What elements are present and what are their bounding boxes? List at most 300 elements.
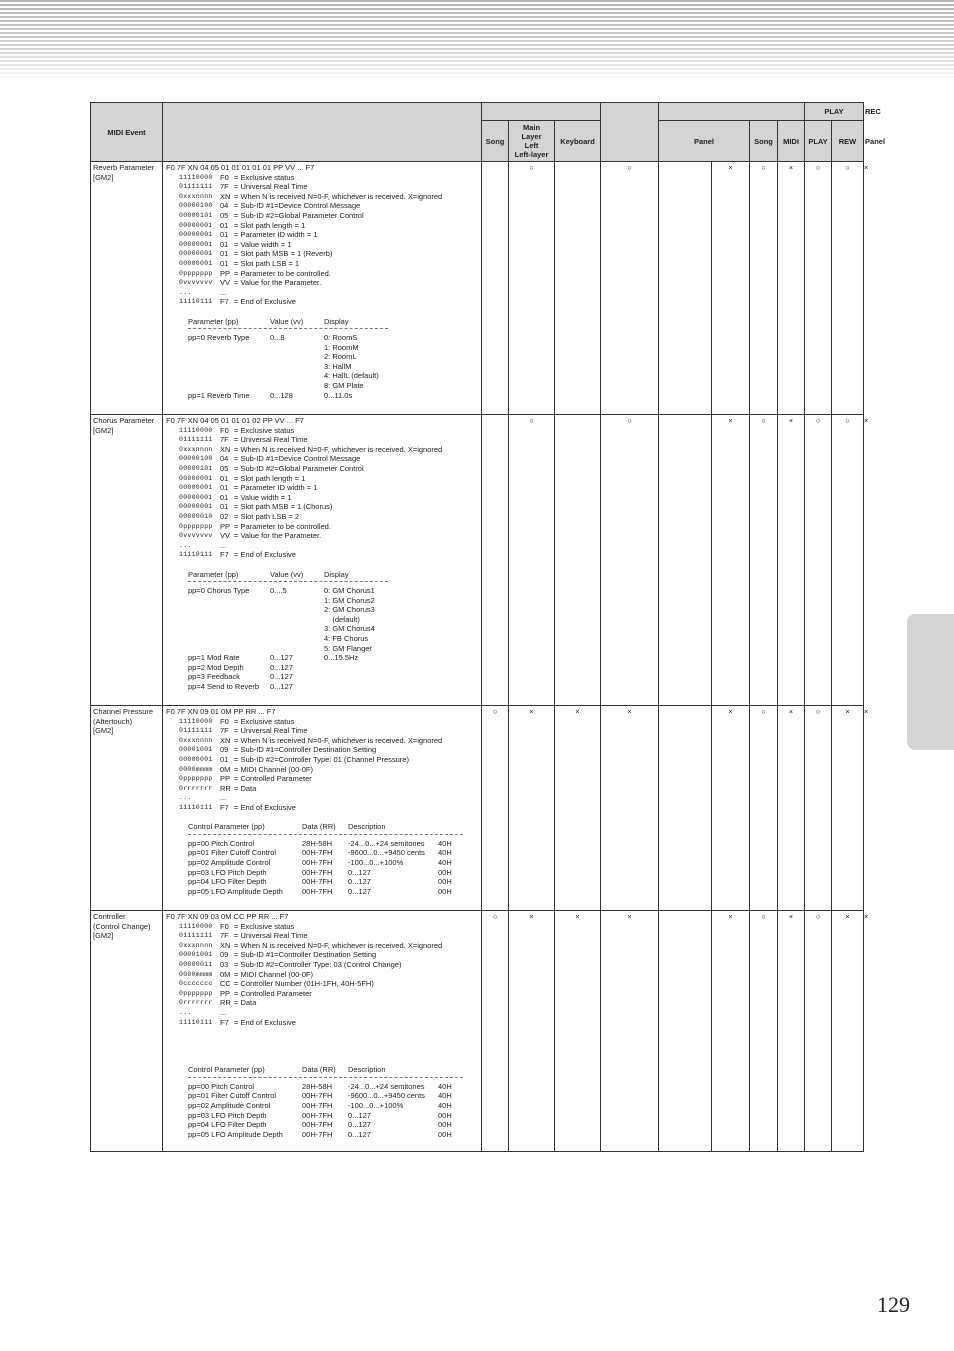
parameter-header-cell: Parameter (pp) bbox=[188, 569, 239, 579]
byte-binary: 0vvvvvvv bbox=[179, 279, 213, 287]
parameter-cell: 00H-7FH bbox=[302, 1129, 333, 1139]
byte-code: 01 bbox=[220, 230, 229, 240]
parameter-row bbox=[188, 839, 478, 849]
parameter-cell: 3: GM Chorus4 bbox=[324, 624, 375, 634]
parameter-cell: 1: RoomM bbox=[324, 342, 359, 352]
parameter-table bbox=[188, 317, 478, 401]
mark-play: ○ bbox=[805, 162, 832, 415]
parameter-header-cell: Description bbox=[348, 822, 386, 832]
parameter-row bbox=[188, 391, 478, 401]
byte-code: 0M bbox=[220, 969, 231, 979]
parameter-cell: 2: RoomL bbox=[324, 352, 357, 362]
byte-description: = End of Exclusive bbox=[234, 297, 296, 307]
byte-code: 01 bbox=[220, 483, 229, 493]
parameter-header-cell: Display bbox=[324, 316, 349, 326]
byte-row bbox=[166, 979, 478, 989]
byte-row bbox=[166, 998, 478, 1008]
parameter-cell: 0...127 bbox=[270, 653, 293, 663]
mark-col-4: × bbox=[601, 706, 659, 911]
mark-main-layer-left: ○ bbox=[509, 162, 555, 415]
midi-implementation-table: MIDI Event PLAY REC Song Main Layer Left Left-layer Keyboard Panel Song MIDI PLAY REW Panel Reverb Parameter [GM2] F0 7F XN 04 05 01 01 01 01 01 PP VV ... F7 11110000 F0 = Exclusive status 01111111 7F = Universal Real Time 0xxxnnnn XN = When N is received N=0-F, whichever is received. X=ignored 00000100 04 = Sub-ID #1=Device Control Message 00000101 05 = Sub-ID #2=Global Parameter Control 00000001 01 = Slot path length = 1 00000001 01 = Parameter ID width = 1 00000001 01 = Value width = 1 00000001 01 = Slot path MSB = 1 (Reverb) 00000001 01 = Slot path LSB = 1 0ppppppp PP = Parameter to be controlled. 0vvvvvvv VV = Value for the Parameter. ... ... 11110111 F7 = End of Exclusive Parameter (pp) Value (vv) Display pp=0 Reverb Type 0...8 0: RoomS 1: RoomM 2: RoomL 3: HallM 4: HallL (default) 8: GM Plate pp=1 Reverb Time 0...128 0...11.0s ○ ○ × ○ × ○ ○ × Chorus Parameter [GM2] F0 7F XN 04 05 01 01 01 02 PP VV ... F7 11110000 F0 = Exclusive status 01111111 7F = Universal Real Time 0xxxnnnn XN = When N is received N=0-F, whichever is received. X=ignored 00000100 04 = Sub-ID #1=Device Control Message 00000101 05 = Sub-ID #2=Global Parameter Control 00000001 01 = Slot path length = 1 00000001 01 = Parameter ID width = 1 00000001 01 = Value width = 1 00000001 01 = Slot path MSB = 1 (Chorus) 00000010 02 = Slot path LSB = 2 0ppppppp PP = Parameter to be controlled. 0vvvvvvv VV = Value for the Parameter. ... ... 11110111 F7 = End of Exclusive Parameter (pp) Value (vv) Display pp=0 Chorus Type 0....5 0: GM Chorus1 1: GM Chorus2 2: GM Chorus3 (default) 3: GM Chorus4 4: FB Chorus 5: GM Flanger pp=1 Mod Rate 0...127 0...15.5Hz pp=2 Mod Depth 0...127 pp=3 Feedback 0...127 pp=4 Send to Reverb 0...127 ○ ○ × ○ × ○ ○ × Channel Pressure (Aftertouch) [GM2] F0 7F XN 09 01 0M PP RR ... F7 11110000 F0 = Exclusive status 01111111 7F = Universal Real Time 0xxxnnnn XN = When N is received N=0-F, whichever is received. X=ignored 00001001 09 = Sub-ID #1=Controller Destination Setting 00000001 01 = Sub-ID #2=Controller Type: 01 (Channel Pressure) 0000mmmm 0M = MIDI Channel (00-0F) 0ppppppp PP = Controlled Parameter 0rrrrrrr RR = Data ... ... 11110111 F7 = End of Exclusive Control Parameter (pp) Data (RR) Description pp=00 Pitch Control 28H-58H -24...0...+24 semitones 40H pp=01 Filter Cutoff Control 00H-7FH -9600...0...+9450 cents 40H pp=02 Amplitude Control 00H-7FH -100...0...+100% 40H pp=03 LFO Pitch Depth 00H-7FH 0...127 00H pp=04 LFO Filter Depth 00H-7FH 0...127 00H pp=05 LFO Amplitude Depth 00H-7FH 0...127 00H ○ × × × × ○ × ○ × × Controller (Control Change) [GM2] F0 7F XN 09 03 0M CC PP RR ... F7 11110000 F0 = Exclusive status 01111111 7F = Universal Real Time 0xxxnnnn XN = When N is received N=0-F, whichever is received. X=ignored 00001001 09 = Sub-ID #1=Controller Destination Setting 00000011 03 = Sub-ID #2=Controller Type: 03 (Control Change) 0000mmmm 0M = MIDI Channel (00-0F) 0ccccccc CC = Controller Number (01H-1FH, 40H-5FH) 0ppppppp PP = Controlled Parameter 0rrrrrrr RR = Data ... ... 11110111 F7 = End of Exclusive Control Parameter (pp) Data (RR) Description pp=00 Pitch Control 28H-58H -24...0...+24 semitones 40H pp=01 Filter Cutoff Control 00H-7FH -9600...0...+9450 cents 40H pp=02 Amplitude Control 00H-7FH -100...0...+100% 40H pp=03 LFO Pitch Depth 00H-7FH 0...127 00H pp=04 LFO Filter Depth 00H-7FH 0...127 00H pp=05 LFO Amplitude Depth 00H-7FH 0...127 00H ○ × × × × ○ × ○ × × bbox=[90, 102, 864, 1152]
byte-code: XN bbox=[220, 191, 231, 201]
parameter-header-cell: Parameter (pp) bbox=[188, 316, 239, 326]
byte-binary: 0000mmmm bbox=[179, 970, 213, 978]
parameter-cell: 00H bbox=[438, 877, 452, 887]
mark-keyboard: × bbox=[555, 706, 601, 911]
mark-song: ○ bbox=[482, 706, 509, 911]
parameter-cell bbox=[270, 371, 324, 381]
parameter-cell: 0...15.5Hz bbox=[324, 653, 359, 663]
byte-code: PP bbox=[220, 774, 231, 784]
sysex-message-cell bbox=[163, 911, 482, 1152]
byte-description bbox=[234, 288, 478, 298]
byte-binary: 00000100 bbox=[179, 455, 213, 463]
parameter-row bbox=[188, 634, 478, 644]
parameter-table bbox=[188, 1065, 478, 1139]
byte-code: 01 bbox=[220, 249, 229, 259]
byte-binary: 00000101 bbox=[179, 464, 213, 472]
sysex-message: F0 7F XN 04 05 01 01 01 01 01 PP VV ... F7 bbox=[166, 163, 315, 172]
mark-panel-b: × bbox=[712, 415, 750, 706]
parameter-cell: 00H-7FH bbox=[302, 867, 333, 877]
byte-row bbox=[166, 784, 478, 794]
parameter-cell bbox=[270, 634, 324, 644]
byte-code: PP bbox=[220, 268, 231, 278]
header-system-exclusive bbox=[163, 103, 482, 162]
byte-description: = Universal Real Time bbox=[234, 435, 308, 445]
parameter-cell: 00H-7FH bbox=[302, 877, 333, 887]
byte-binary: 00000001 bbox=[179, 250, 213, 258]
byte-row bbox=[166, 541, 478, 551]
parameter-row bbox=[188, 596, 478, 606]
parameter-cell: 00H-7FH bbox=[302, 857, 333, 867]
byte-code: 01 bbox=[220, 492, 229, 502]
parameter-cell: 00H bbox=[438, 1110, 452, 1120]
parameter-cell: 00H-7FH bbox=[302, 886, 333, 896]
parameter-cell: 40H bbox=[438, 1081, 452, 1091]
byte-row bbox=[166, 493, 478, 503]
parameter-row bbox=[188, 381, 478, 391]
parameter-cell: pp=05 LFO Amplitude Depth bbox=[188, 886, 283, 896]
byte-code: RR bbox=[220, 998, 231, 1008]
parameter-cell: 0...127 bbox=[270, 662, 293, 672]
byte-code: 05 bbox=[220, 210, 229, 220]
byte-binary: 01111111 bbox=[179, 183, 213, 191]
byte-description: = End of Exclusive bbox=[234, 1017, 296, 1027]
parameter-row bbox=[188, 1130, 478, 1140]
byte-binary: 11110000 bbox=[179, 173, 213, 181]
parameter-header-cell: Description bbox=[348, 1065, 386, 1075]
parameter-cell: 0: RoomS bbox=[324, 333, 358, 343]
parameter-cell: 40H bbox=[438, 857, 452, 867]
byte-code: ... bbox=[220, 793, 227, 803]
byte-binary: 00000001 bbox=[179, 231, 213, 239]
header-panel: Panel bbox=[659, 121, 750, 162]
byte-code: 01 bbox=[220, 754, 229, 764]
byte-binary: 0rrrrrrr bbox=[179, 784, 213, 792]
byte-binary: 0xxxnnnn bbox=[179, 941, 213, 949]
byte-row bbox=[166, 970, 478, 980]
parameter-cell: (default) bbox=[324, 614, 360, 624]
byte-code: XN bbox=[220, 940, 231, 950]
byte-description: = Universal Real Time bbox=[234, 726, 308, 736]
parameter-cell: pp=00 Pitch Control bbox=[188, 1081, 255, 1091]
header-song: Song bbox=[482, 121, 509, 162]
byte-row bbox=[166, 1008, 478, 1018]
byte-binary: 0ccccccc bbox=[179, 980, 213, 988]
parameter-cell: 00H bbox=[438, 886, 452, 896]
byte-row bbox=[166, 1018, 478, 1028]
byte-row bbox=[166, 483, 478, 493]
header-fade bbox=[0, 0, 954, 80]
byte-code: 09 bbox=[220, 745, 229, 755]
byte-row bbox=[166, 454, 478, 464]
byte-code: 01 bbox=[220, 502, 229, 512]
parameter-cell: pp=03 LFO Pitch Depth bbox=[188, 867, 267, 877]
parameter-cell: pp=01 Filter Cutoff Control bbox=[188, 848, 277, 858]
byte-description bbox=[234, 1008, 478, 1018]
byte-binary: 01111111 bbox=[179, 932, 213, 940]
mark-song-2: ○ bbox=[750, 415, 778, 706]
byte-row bbox=[166, 464, 478, 474]
parameter-cell bbox=[188, 644, 270, 654]
byte-row bbox=[166, 941, 478, 951]
byte-binary: 11110111 bbox=[179, 551, 213, 559]
parameter-cell: 00H-7FH bbox=[302, 1091, 333, 1101]
parameter-cell bbox=[270, 362, 324, 372]
byte-row bbox=[166, 249, 478, 259]
parameter-header-cell: Data (RR) bbox=[302, 1065, 336, 1075]
parameter-cell: 3: HallM bbox=[324, 361, 352, 371]
byte-code: RR bbox=[220, 783, 231, 793]
byte-binary: ... bbox=[179, 1008, 192, 1016]
mark-midi: × bbox=[778, 162, 805, 415]
parameter-header bbox=[188, 1065, 478, 1075]
byte-row bbox=[166, 922, 478, 932]
byte-binary: 0xxxnnnn bbox=[179, 445, 213, 453]
byte-row bbox=[166, 950, 478, 960]
parameter-cell bbox=[188, 615, 270, 625]
byte-binary: 0xxxnnnn bbox=[179, 192, 213, 200]
byte-description: = Exclusive status bbox=[234, 425, 295, 435]
byte-code: 0M bbox=[220, 764, 231, 774]
byte-row bbox=[166, 173, 478, 183]
byte-code: 04 bbox=[220, 454, 229, 464]
parameter-cell: 00H bbox=[438, 867, 452, 877]
mark-panel-a bbox=[659, 706, 712, 911]
parameter-row bbox=[188, 653, 478, 663]
byte-row bbox=[166, 512, 478, 522]
byte-description: = Sub-ID #1=Device Control Message bbox=[234, 201, 361, 211]
byte-code: ... bbox=[220, 287, 227, 297]
byte-binary: 00001001 bbox=[179, 951, 213, 959]
byte-code: F0 bbox=[220, 716, 229, 726]
byte-description: = Parameter ID width = 1 bbox=[234, 483, 318, 493]
parameter-cell bbox=[188, 343, 270, 353]
sysex-message: F0 7F XN 09 03 0M CC PP RR ... F7 bbox=[166, 912, 289, 921]
parameter-cell: 00H bbox=[438, 1129, 452, 1139]
byte-description: = When N is received N=0-F, whichever is received. X=ignored bbox=[234, 444, 443, 454]
parameter-cell: -9600...0...+9450 cents bbox=[348, 848, 425, 858]
byte-row bbox=[166, 803, 478, 813]
byte-binary: 0ppppppp bbox=[179, 775, 213, 783]
mark-rew: × bbox=[832, 911, 864, 1152]
parameter-cell bbox=[270, 596, 324, 606]
byte-row bbox=[166, 502, 478, 512]
header-group-2 bbox=[659, 103, 805, 121]
mark-song: ○ bbox=[482, 911, 509, 1152]
header-song-2: Song bbox=[750, 121, 778, 162]
byte-row bbox=[166, 192, 478, 202]
mark-main-layer-left: ○ bbox=[509, 415, 555, 706]
parameter-cell: pp=2 Mod Depth bbox=[188, 662, 244, 672]
byte-code: 03 bbox=[220, 959, 229, 969]
mark-panel-b: × bbox=[712, 162, 750, 415]
byte-code: 02 bbox=[220, 511, 229, 521]
table-row: Reverb Parameter [GM2] F0 7F XN 04 05 01 01 01 01 01 PP VV ... F7 11110000 F0 = Exclusive status 01111111 7F = Universal Real Time 0xxxnnnn XN = When N is received N=0-F, whichever is received. X=ignored 00000100 04 = Sub-ID #1=Device Control Message 00000101 05 = Sub-ID #2=Global Parameter Control 00000001 01 = Slot path length = 1 00000001 01 = Parameter ID width = 1 00000001 01 = Value width = 1 00000001 01 = Slot path MSB = 1 (Reverb) 00000001 01 = Slot path LSB = 1 0ppppppp PP = Parameter to be controlled. 0vvvvvvv VV = Value for the Parameter. ... ... 11110111 F7 = End of Exclusive Parameter (pp) Value (vv) Display pp=0 Reverb Type 0...8 0: RoomS 1: RoomM 2: RoomL 3: HallM 4: HallL (default) 8: GM Plate pp=1 Reverb Time 0...128 0...11.0s ○ ○ × ○ × ○ ○ × bbox=[91, 162, 864, 415]
byte-description: = Sub-ID #2=Controller Type: 01 (Channel Pressure) bbox=[234, 754, 409, 764]
byte-row bbox=[166, 531, 478, 541]
byte-binary: 00000001 bbox=[179, 484, 213, 492]
byte-binary: 00000001 bbox=[179, 221, 213, 229]
parameter-cell: pp=0 Reverb Type bbox=[188, 333, 250, 343]
byte-code: ... bbox=[220, 540, 227, 550]
byte-binary: 11110000 bbox=[179, 426, 213, 434]
mark-play: ○ bbox=[805, 415, 832, 706]
byte-binary: 0vvvvvvv bbox=[179, 532, 213, 540]
byte-description: = MIDI Channel (00-0F) bbox=[234, 969, 313, 979]
byte-description: = Slot path MSB = 1 (Reverb) bbox=[234, 249, 333, 259]
byte-code: 09 bbox=[220, 950, 229, 960]
parameter-table bbox=[188, 822, 478, 896]
parameter-cell: pp=00 Pitch Control bbox=[188, 838, 255, 848]
parameter-header-cell: Display bbox=[324, 569, 349, 579]
parameter-cell bbox=[188, 605, 270, 615]
parameter-cell: 00H-7FH bbox=[302, 848, 333, 858]
sysex-message: F0 7F XN 09 01 0M PP RR ... F7 bbox=[166, 707, 276, 716]
parameter-cell: pp=03 LFO Pitch Depth bbox=[188, 1110, 267, 1120]
parameter-row bbox=[188, 615, 478, 625]
byte-description bbox=[234, 793, 478, 803]
byte-row bbox=[166, 445, 478, 455]
byte-description: = Parameter ID width = 1 bbox=[234, 230, 318, 240]
byte-description: = Sub-ID #1=Controller Destination Setting bbox=[234, 950, 377, 960]
byte-description: = Parameter to be controlled. bbox=[234, 268, 331, 278]
parameter-cell: pp=04 LFO Filter Depth bbox=[188, 877, 267, 887]
byte-description: = End of Exclusive bbox=[234, 550, 296, 560]
parameter-row bbox=[188, 663, 478, 673]
header-midi: MIDI bbox=[778, 121, 805, 162]
parameter-cell: 0...127 bbox=[348, 886, 371, 896]
header-keyboard: Keyboard bbox=[555, 121, 601, 162]
byte-binary: 00000010 bbox=[179, 512, 213, 520]
mark-rew: ○ bbox=[832, 415, 864, 706]
parameter-cell bbox=[188, 352, 270, 362]
byte-code: F0 bbox=[220, 425, 229, 435]
byte-binary: 0ppppppp bbox=[179, 522, 213, 530]
sysex-message-cell bbox=[163, 162, 482, 415]
byte-description: = Parameter to be controlled. bbox=[234, 521, 331, 531]
parameter-cell bbox=[188, 596, 270, 606]
mark-keyboard bbox=[555, 415, 601, 706]
parameter-cell: 0....5 bbox=[270, 586, 287, 596]
byte-code: PP bbox=[220, 988, 231, 998]
sysex-message-cell bbox=[163, 706, 482, 911]
byte-code: PP bbox=[220, 521, 231, 531]
parameter-header bbox=[188, 570, 478, 580]
byte-description bbox=[234, 541, 478, 551]
parameter-cell: -100...0...+100% bbox=[348, 1100, 404, 1110]
midi-event-name: Chorus Parameter [GM2] bbox=[91, 415, 163, 706]
byte-binary: 00000001 bbox=[179, 474, 213, 482]
byte-description: = Controller Number (01H-1FH, 40H-5FH) bbox=[234, 979, 374, 989]
byte-code: F7 bbox=[220, 1017, 229, 1027]
parameter-cell: pp=3 Feedback bbox=[188, 672, 240, 682]
byte-description: = Sub-ID #2=Controller Type: 03 (Control Change) bbox=[234, 959, 402, 969]
parameter-cell: 0...127 bbox=[348, 867, 371, 877]
byte-binary: 11110000 bbox=[179, 922, 213, 930]
byte-code: 7F bbox=[220, 931, 229, 941]
byte-code: XN bbox=[220, 444, 231, 454]
parameter-header-cell: Data (RR) bbox=[302, 822, 336, 832]
byte-binary: 0ppppppp bbox=[179, 989, 213, 997]
parameter-row bbox=[188, 333, 478, 343]
byte-row bbox=[166, 201, 478, 211]
parameter-cell: -24...0...+24 semitones bbox=[348, 1081, 425, 1091]
mark-col-4: × bbox=[601, 911, 659, 1152]
parameter-cell: 00H-7FH bbox=[302, 1110, 333, 1120]
parameter-cell: 0...127 bbox=[270, 682, 293, 692]
byte-description: = Sub-ID #1=Device Control Message bbox=[234, 454, 361, 464]
mark-panel-a bbox=[659, 911, 712, 1152]
byte-row bbox=[166, 736, 478, 746]
parameter-cell: pp=4 Send to Reverb bbox=[188, 682, 260, 692]
mark-song-2: ○ bbox=[750, 706, 778, 911]
byte-code: XN bbox=[220, 735, 231, 745]
byte-code: F7 bbox=[220, 297, 229, 307]
parameter-header-cell: Control Parameter (pp) bbox=[188, 1065, 265, 1075]
byte-code: 04 bbox=[220, 201, 229, 211]
byte-code: F0 bbox=[220, 921, 229, 931]
mark-main-layer-left: × bbox=[509, 706, 555, 911]
byte-row bbox=[166, 230, 478, 240]
byte-code: VV bbox=[220, 531, 231, 541]
table-row: Channel Pressure (Aftertouch) [GM2] F0 7F XN 09 01 0M PP RR ... F7 11110000 F0 = Exclusive status 01111111 7F = Universal Real Time 0xxxnnnn XN = When N is received N=0-F, whichever is received. X=ignored 00001001 09 = Sub-ID #1=Controller Destination Setting 00000001 01 = Sub-ID #2=Controller Type: 01 (Channel Pressure) 0000mmmm 0M = MIDI Channel (00-0F) 0ppppppp PP = Controlled Parameter 0rrrrrrr RR = Data ... ... 11110111 F7 = End of Exclusive Control Parameter (pp) Data (RR) Description pp=00 Pitch Control 28H-58H -24...0...+24 semitones 40H pp=01 Filter Cutoff Control 00H-7FH -9600...0...+9450 cents 40H pp=02 Amplitude Control 00H-7FH -100...0...+100% 40H pp=03 LFO Pitch Depth 00H-7FH 0...127 00H pp=04 LFO Filter Depth 00H-7FH 0...127 00H pp=05 LFO Amplitude Depth 00H-7FH 0...127 00H ○ × × × × ○ × ○ × × bbox=[91, 706, 864, 911]
midi-event-name: Channel Pressure (Aftertouch) [GM2] bbox=[91, 706, 163, 911]
parameter-row bbox=[188, 672, 478, 682]
parameter-cell: pp=02 Amplitude Control bbox=[188, 1100, 271, 1110]
byte-code: 7F bbox=[220, 435, 229, 445]
parameter-cell: -9600...0...+9450 cents bbox=[348, 1091, 425, 1101]
parameter-header-cell: Value (vv) bbox=[270, 316, 304, 326]
byte-row bbox=[166, 240, 478, 250]
parameter-row bbox=[188, 644, 478, 654]
parameter-header bbox=[188, 317, 478, 327]
parameter-cell: 28H-58H bbox=[302, 1081, 333, 1091]
byte-binary: 00000001 bbox=[179, 259, 213, 267]
parameter-cell bbox=[188, 362, 270, 372]
mark-panel-a bbox=[659, 415, 712, 706]
byte-description: = End of Exclusive bbox=[234, 802, 296, 812]
parameter-cell: 0...8 bbox=[270, 333, 285, 343]
byte-row bbox=[166, 259, 478, 269]
byte-binary: 11110111 bbox=[179, 298, 213, 306]
byte-binary: ... bbox=[179, 794, 192, 802]
byte-code: F0 bbox=[220, 172, 229, 182]
byte-description: = Sub-ID #2=Global Parameter Control bbox=[234, 210, 364, 220]
byte-description: = Exclusive status bbox=[234, 716, 295, 726]
parameter-row bbox=[188, 371, 478, 381]
header-play: PLAY bbox=[805, 121, 832, 162]
parameter-row bbox=[188, 1120, 478, 1130]
header-play-group: PLAY bbox=[805, 103, 864, 121]
parameter-cell: pp=01 Filter Cutoff Control bbox=[188, 1091, 277, 1101]
byte-code: F7 bbox=[220, 550, 229, 560]
byte-binary: 0ppppppp bbox=[179, 269, 213, 277]
byte-binary: 01111111 bbox=[179, 436, 213, 444]
byte-binary: 0000mmmm bbox=[179, 765, 213, 773]
header-midi-event: MIDI Event bbox=[91, 103, 163, 162]
byte-description: = Value width = 1 bbox=[234, 239, 292, 249]
parameter-cell bbox=[270, 644, 324, 654]
byte-description: = When N is received N=0-F, whichever is received. X=ignored bbox=[234, 940, 443, 950]
mark-keyboard: × bbox=[555, 911, 601, 1152]
byte-binary: 00000001 bbox=[179, 240, 213, 248]
parameter-row bbox=[188, 1101, 478, 1111]
parameter-table bbox=[188, 570, 478, 692]
parameter-row bbox=[188, 1111, 478, 1121]
parameter-cell: 40H bbox=[438, 848, 452, 858]
sysex-message: F0 7F XN 04 05 01 01 01 02 PP VV ... F7 bbox=[166, 416, 304, 425]
parameter-cell: 00H bbox=[438, 1120, 452, 1130]
header-main-layer-left: Main Layer Left Left-layer bbox=[509, 121, 555, 162]
byte-description: = Exclusive status bbox=[234, 921, 295, 931]
byte-description: = Slot path length = 1 bbox=[234, 473, 306, 483]
byte-description: = Controlled Parameter bbox=[234, 988, 312, 998]
byte-row bbox=[166, 726, 478, 736]
page-number: 129 bbox=[877, 1292, 910, 1317]
byte-description: = Slot path LSB = 1 bbox=[234, 258, 300, 268]
mark-rew: ○ bbox=[832, 162, 864, 415]
parameter-cell bbox=[270, 381, 324, 391]
byte-code: 01 bbox=[220, 220, 229, 230]
midi-event-name: Controller (Control Change) [GM2] bbox=[91, 911, 163, 1152]
parameter-row bbox=[188, 877, 478, 887]
parameter-cell bbox=[270, 624, 324, 634]
byte-row bbox=[166, 960, 478, 970]
parameter-cell: pp=0 Chorus Type bbox=[188, 586, 250, 596]
header-col-4 bbox=[601, 103, 659, 162]
parameter-cell bbox=[270, 343, 324, 353]
parameter-header-cell: Control Parameter (pp) bbox=[188, 822, 265, 832]
mark-midi: × bbox=[778, 415, 805, 706]
byte-row bbox=[166, 745, 478, 755]
parameter-cell: -24...0...+24 semitones bbox=[348, 838, 425, 848]
byte-description: = Slot path MSB = 1 (Chorus) bbox=[234, 502, 333, 512]
parameter-cell: 8: GM Plate bbox=[324, 381, 364, 391]
byte-row bbox=[166, 269, 478, 279]
parameter-cell: 0...127 bbox=[348, 1120, 371, 1130]
parameter-cell: 40H bbox=[438, 1100, 452, 1110]
byte-code: VV bbox=[220, 278, 231, 288]
byte-binary: 11110111 bbox=[179, 803, 213, 811]
byte-binary: ... bbox=[179, 288, 192, 296]
mark-col-4: ○ bbox=[601, 162, 659, 415]
parameter-cell bbox=[270, 615, 324, 625]
mark-song-2: ○ bbox=[750, 911, 778, 1152]
parameter-cell: 0...127 bbox=[270, 672, 293, 682]
byte-row bbox=[166, 989, 478, 999]
